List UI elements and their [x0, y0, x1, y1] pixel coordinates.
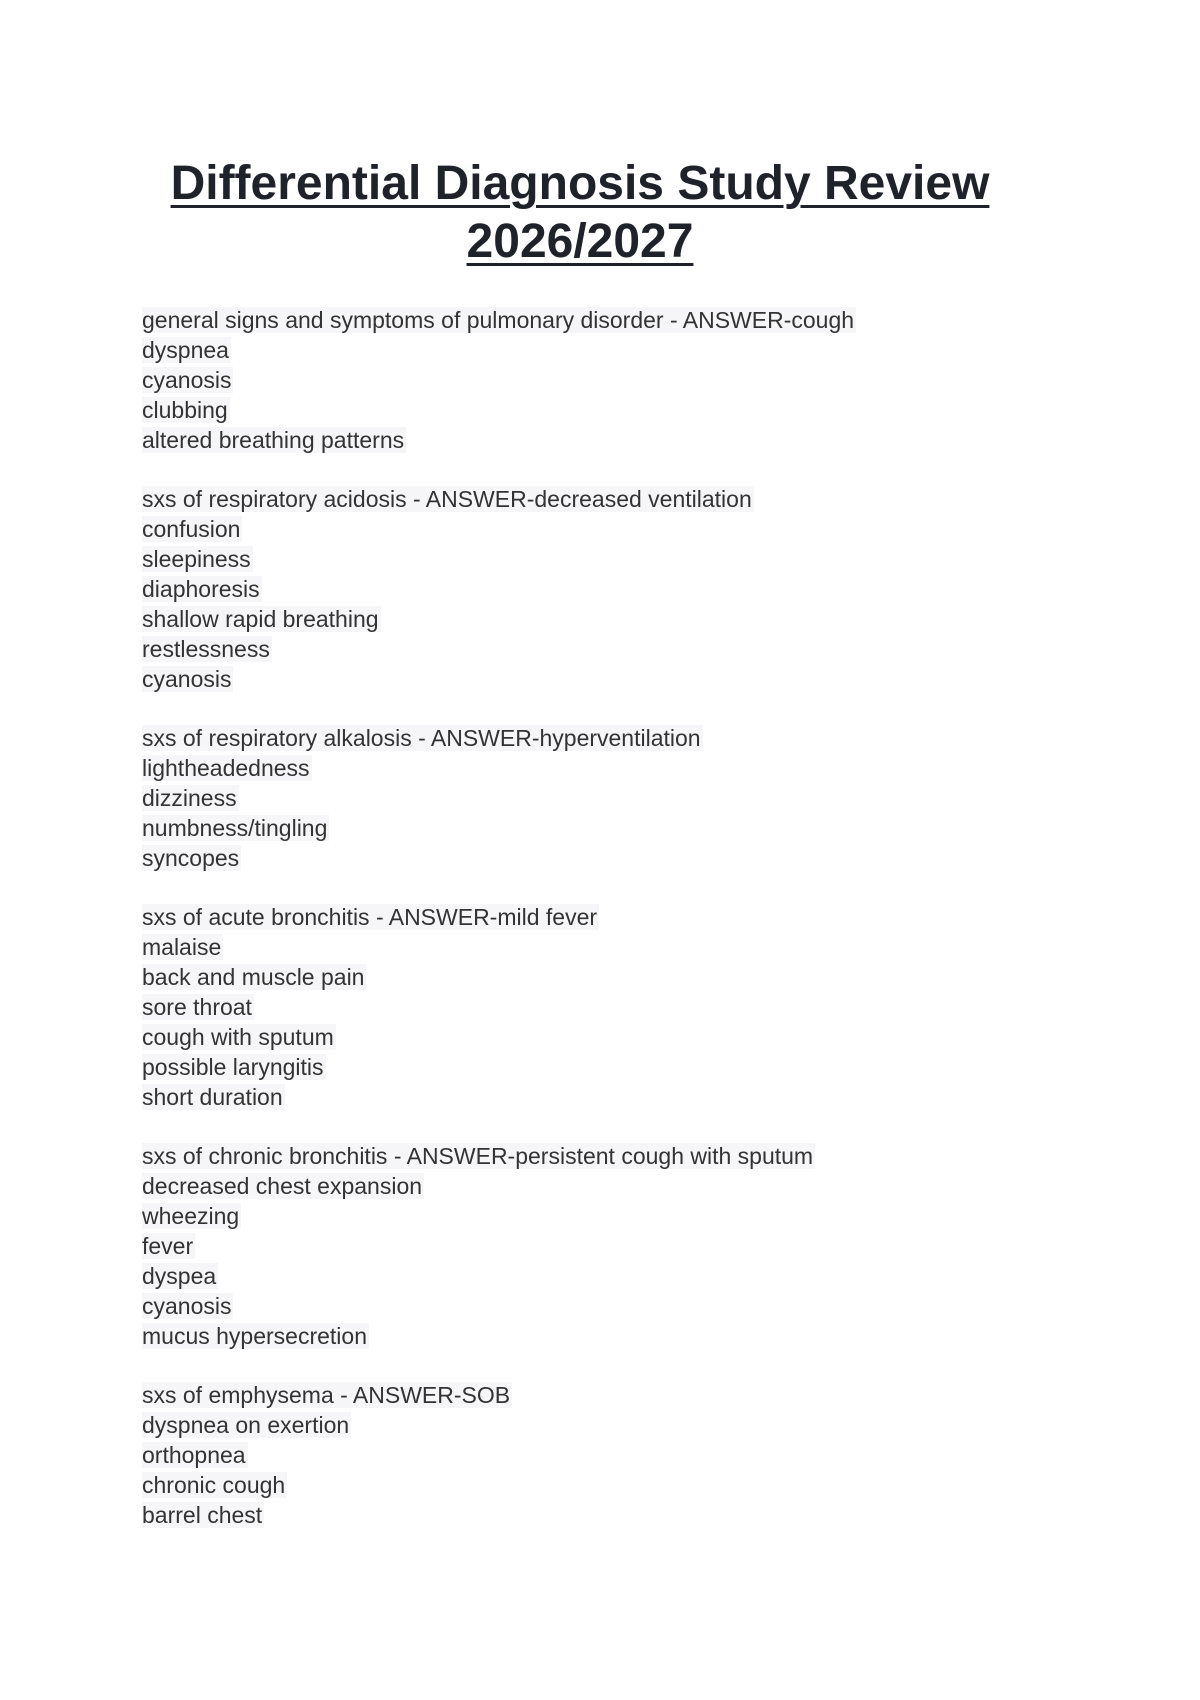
- question-line: sxs of emphysema - ANSWER-SOB: [142, 1382, 511, 1408]
- document-title: [0, 155, 1160, 271]
- answer-item: numbness/tingling: [142, 815, 328, 841]
- answer-item: dizziness: [142, 785, 237, 811]
- answer-item: back and muscle pain: [142, 964, 365, 990]
- answer-item: decreased chest expansion: [142, 1173, 423, 1199]
- question-line: general signs and symptoms of pulmonary disorder - ANSWER-cough: [142, 307, 855, 333]
- answer-item: sore throat: [142, 994, 252, 1020]
- answer-item: dyspea: [142, 1263, 217, 1289]
- answer-item: dyspnea: [142, 337, 229, 363]
- answer-item: barrel chest: [142, 1502, 263, 1528]
- qa-content: [142, 305, 1042, 1559]
- answer-item: short duration: [142, 1084, 283, 1110]
- answer-item: fever: [142, 1233, 194, 1259]
- question-line: sxs of chronic bronchitis - ANSWER-persistent cough with sputum: [142, 1143, 814, 1169]
- answer-item: chronic cough: [142, 1472, 286, 1498]
- answer-item: cyanosis: [142, 367, 232, 393]
- answer-item: altered breathing patterns: [142, 427, 405, 453]
- qa-block: [142, 1141, 1042, 1351]
- answer-item: cyanosis: [142, 666, 232, 692]
- answer-item: cough with sputum: [142, 1024, 334, 1050]
- question-line: sxs of acute bronchitis - ANSWER-mild fever: [142, 904, 598, 930]
- answer-item: restlessness: [142, 636, 270, 662]
- answer-item: syncopes: [142, 845, 240, 871]
- question-line: sxs of respiratory alkalosis - ANSWER-hyperventilation: [142, 725, 701, 751]
- question-line: sxs of respiratory acidosis - ANSWER-decreased ventilation: [142, 486, 752, 512]
- qa-block: [142, 484, 1042, 694]
- answer-item: mucus hypersecretion: [142, 1323, 367, 1349]
- qa-block: [142, 305, 1042, 455]
- answer-item: confusion: [142, 516, 241, 542]
- answer-item: shallow rapid breathing: [142, 606, 379, 632]
- title-line-1: Differential Diagnosis Study Review: [170, 157, 990, 210]
- qa-block: [142, 723, 1042, 873]
- answer-item: lightheadedness: [142, 755, 310, 781]
- answer-item: orthopnea: [142, 1442, 246, 1468]
- answer-item: clubbing: [142, 397, 228, 423]
- answer-item: diaphoresis: [142, 576, 260, 602]
- answer-item: sleepiness: [142, 546, 251, 572]
- answer-item: dyspnea on exertion: [142, 1412, 350, 1438]
- answer-item: wheezing: [142, 1203, 240, 1229]
- answer-item: cyanosis: [142, 1293, 232, 1319]
- answer-item: malaise: [142, 934, 222, 960]
- qa-block: [142, 1380, 1042, 1530]
- title-line-2: 2026/2027: [466, 215, 694, 268]
- qa-block: [142, 902, 1042, 1112]
- answer-item: possible laryngitis: [142, 1054, 324, 1080]
